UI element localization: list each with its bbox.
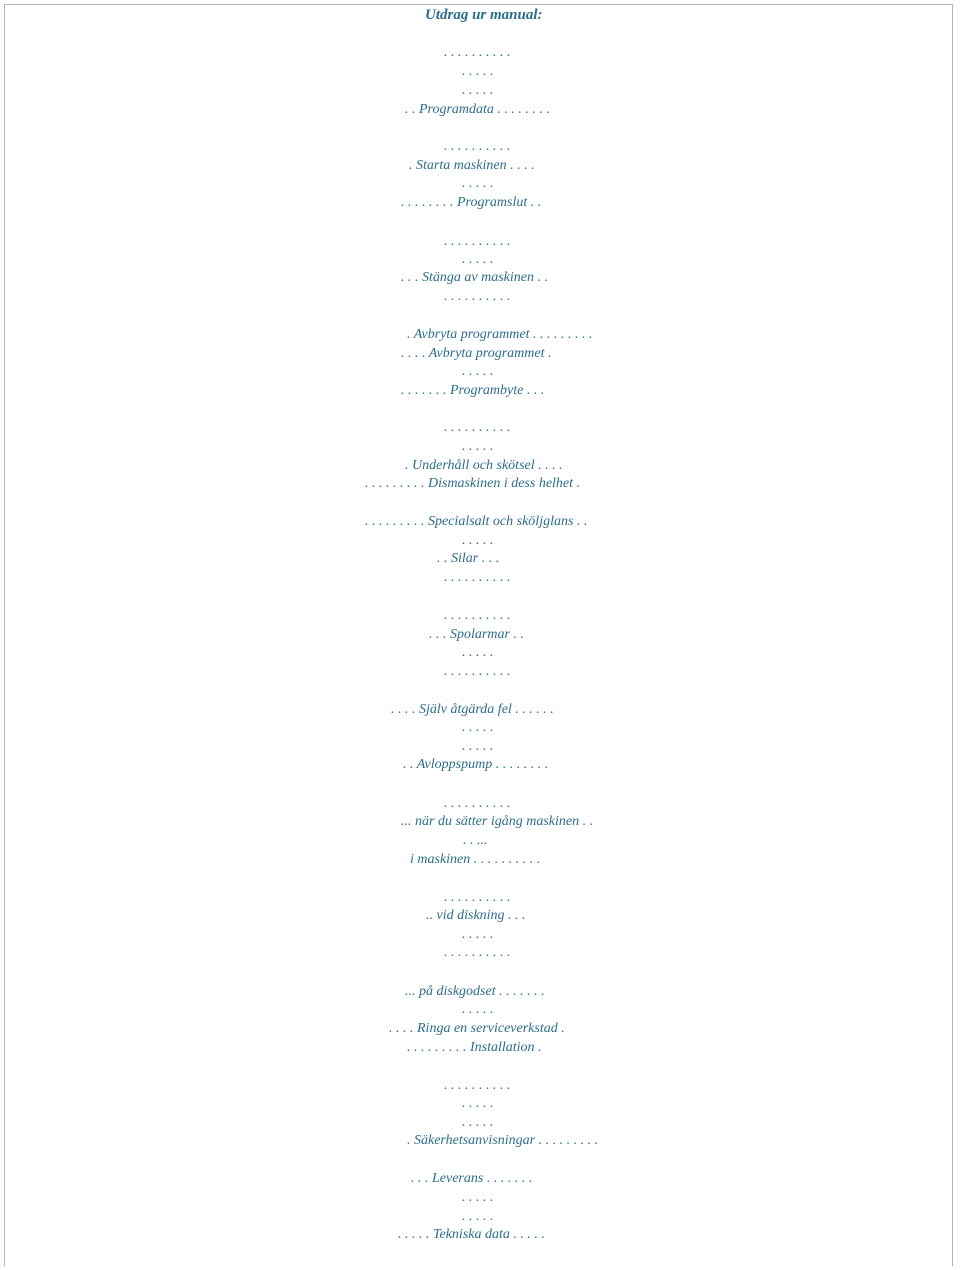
toc-line: . . . . . [462,252,494,267]
toc-line: . . . . . . . . . . [444,570,511,585]
toc-line: . . ... [463,833,488,848]
toc-line: . . . . . [462,439,494,454]
toc-line: i maskinen . . . . . . . . . . [410,852,541,867]
toc-line: . . . Spolarmar . . [429,627,524,642]
toc-line: . . . . . . . . . . [444,664,511,679]
toc-line: . . . . . . . Programbyte . . . [401,383,545,398]
toc-line: . . Silar . . . [437,551,500,566]
toc-line: . . . . . [462,1096,494,1111]
toc-line: . . . . . . . . . Installation . [407,1040,542,1055]
toc-line: . . . . . . . . . . [444,234,511,249]
toc-line: . Underhåll och skötsel . . . . [405,458,563,473]
toc-line: . . . . . [462,533,494,548]
toc-line: . . Programdata . . . . . . . . [405,102,550,117]
toc-line: . Starta maskinen . . . . [409,158,535,173]
toc-line: . . . . Ringa en serviceverkstad . [389,1021,565,1036]
toc-line: . . . . . [462,364,494,379]
toc-line: ... på diskgodset . . . . . . . [405,984,545,999]
toc-line: . . . . . . . . . Dismaskinen i dess helhet . [365,476,581,491]
toc-line: . Avbryta programmet . . . . . . . . . [407,327,593,342]
toc-line: . Säkerhetsanvisningar . . . . . . . . . [407,1133,599,1148]
toc-line: ... när du sätter igång maskinen . . [401,814,594,829]
toc-line: . . . Leverans . . . . . . . [411,1171,533,1186]
toc-line: . . . . . . . . . . [444,289,511,304]
toc-line: . . . . . . . . Programslut . . [401,195,542,210]
toc-line: . . . . . . . . . . [444,139,511,154]
toc-line: . . . . . . . . . . [444,420,511,435]
toc-line: . . . . . . . . . . [444,890,511,905]
toc-line: . . . . . . . . . . [444,945,511,960]
toc-line: . . . . . [462,927,494,942]
toc-line: . . . . . [462,720,494,735]
toc-line: .. vid diskning . . . [426,908,526,923]
toc-line: . . . . . [462,1002,494,1017]
toc-line: . . . . Själv åtgärda fel . . . . . . [391,702,554,717]
toc-line: . . . . . . . . . . [444,608,511,623]
toc-line: . . . . . [462,739,494,754]
toc-line: . . . . . [462,645,494,660]
toc-line: . . . . . [462,176,494,191]
document-page [4,4,953,1266]
toc-line: . . . . . [462,83,494,98]
toc-line: . . . . . [462,64,494,79]
toc-line: . . . . . Tekniska data . . . . . [398,1227,545,1242]
toc-line: . . Avloppspump . . . . . . . . [403,757,549,772]
toc-line: . . . . . . . . . . [444,1078,511,1093]
toc-line: . . . . Avbryta programmet . [401,346,552,361]
toc-line: . . . . . [462,1115,494,1130]
document-heading: Utdrag ur manual: [425,7,543,23]
toc-line: . . . . . . . . . Specialsalt och sköljglans . . [365,514,588,529]
toc-line: . . . . . . . . . . [444,796,511,811]
toc-line: . . . Stänga av maskinen . . [401,270,548,285]
toc-line: . . . . . [462,1209,494,1224]
toc-line: . . . . . [462,1190,494,1205]
toc-line: . . . . . . . . . . [444,45,511,60]
